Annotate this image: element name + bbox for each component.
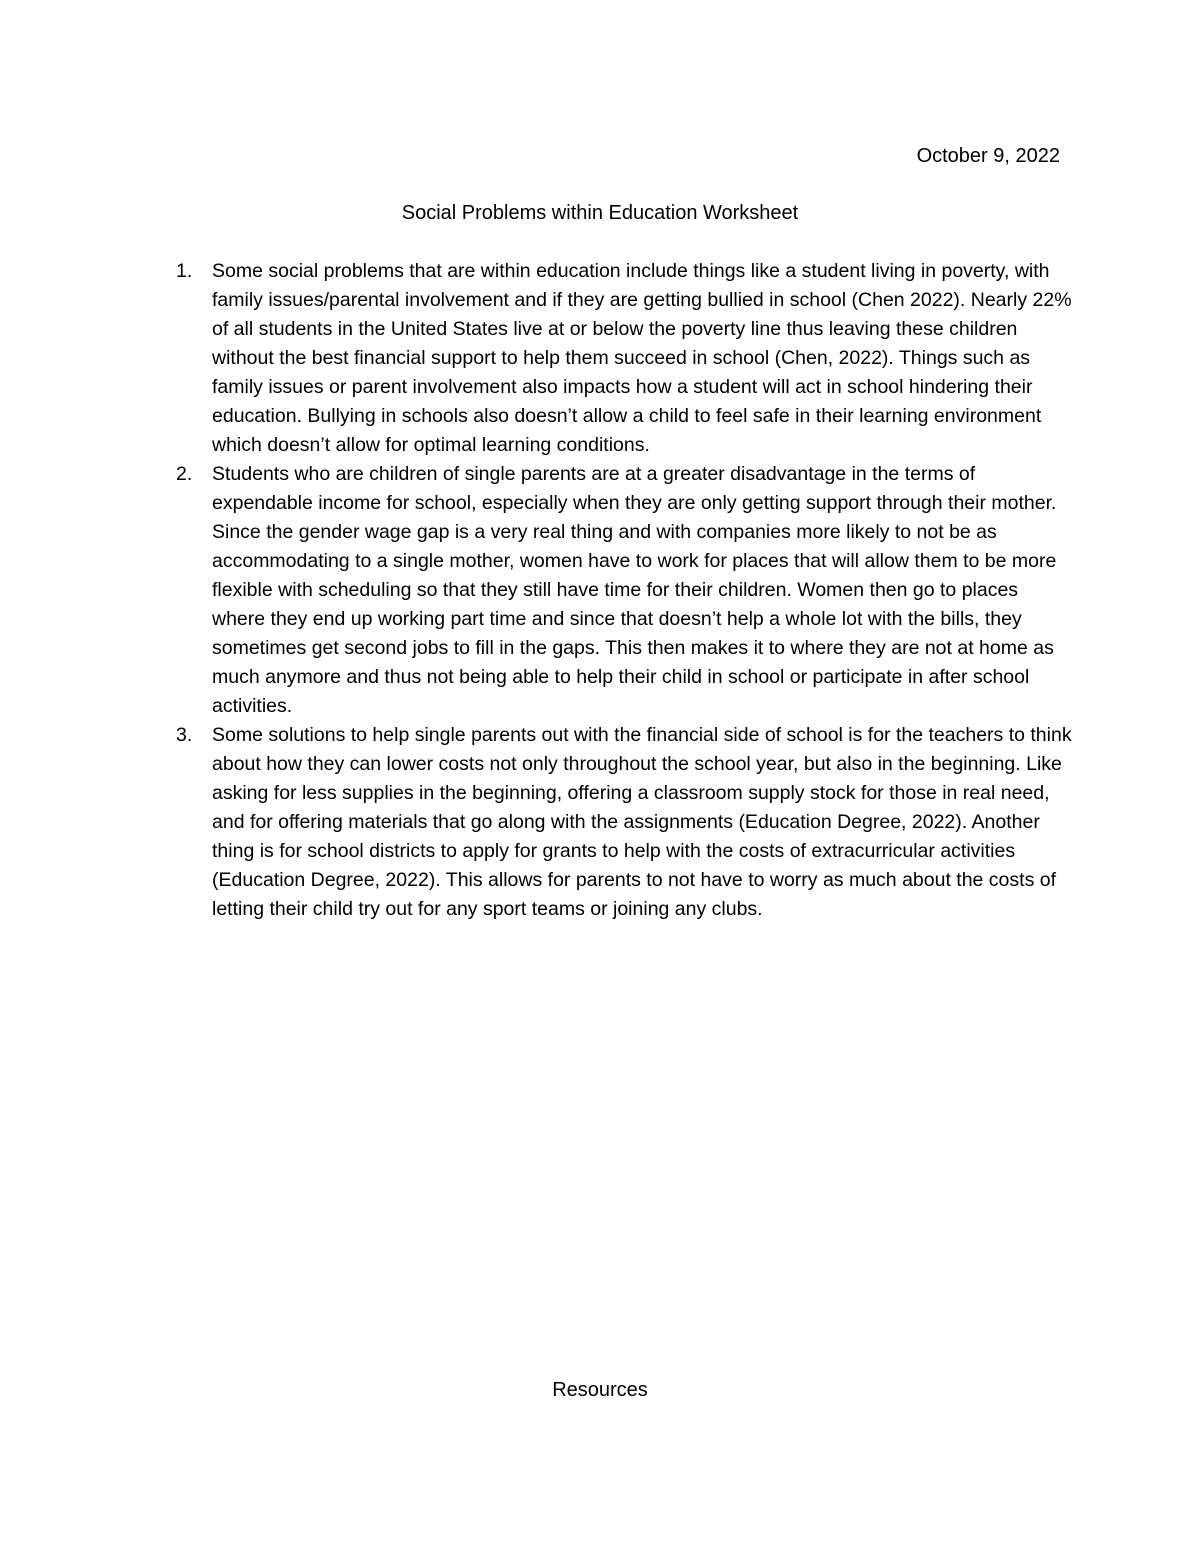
list-item: [172, 257, 1072, 460]
list-item-text: Students who are children of single parents are at a greater disadvantage in the terms of expendable income for school, especially when they are only getting support through their mother. Since the gender wage gap is a very real thing and with companies more likely to not be as accommodating to a single mother, women have to work for places that will allow them to be more flexible with scheduling so that they still have time for their children. Women then go to places where they end up working part time and since that doesn’t help a whole lot with the bills, they sometimes get second jobs to fill in the gaps. This then makes it to where they are not at home as much anymore and thus not being able to help their child in school or participate in after school activities.: [212, 463, 1057, 717]
list-item-text: Some solutions to help single parents out with the financial side of school is for the teachers to think about how they can lower costs not only throughout the school year, but also in the beginning. Like asking for less supplies in the beginning, offering a classroom supply stock for those in real need, and for offering materials that go along with the assignments (Education Degree, 2022). Another thing is for school districts to apply for grants to help with the costs of extracurricular activities (Education Degree, 2022). This allows for parents to not have to worry as much about the costs of letting their child try out for any sport teams or joining any clubs.: [212, 724, 1072, 920]
list-item-text: Some social problems that are within education include things like a student living in poverty, with family issues/parental involvement and if they are getting bullied in school (Chen 2022). Nearly 22% of all students in the United States live at or below the poverty line thus leaving these children without the best financial support to help them succeed in school (Chen, 2022). Things such as family issues or parent involvement also impacts how a student will act in school hindering their education. Bullying in schools also doesn’t allow a child to feel safe in their learning environment which doesn’t allow for optimal learning conditions.: [212, 260, 1072, 456]
resources-heading: Resources: [552, 1379, 648, 1401]
numbered-list: [172, 257, 1072, 924]
list-item-number: 1.: [176, 260, 193, 282]
document-date: October 9, 2022: [916, 145, 1060, 167]
list-item-number: 2.: [176, 463, 193, 485]
list-item-number: 3.: [176, 724, 193, 746]
list-item: [172, 721, 1072, 924]
document-title: Social Problems within Education Worksheet: [401, 202, 799, 224]
list-item: [172, 460, 1072, 721]
